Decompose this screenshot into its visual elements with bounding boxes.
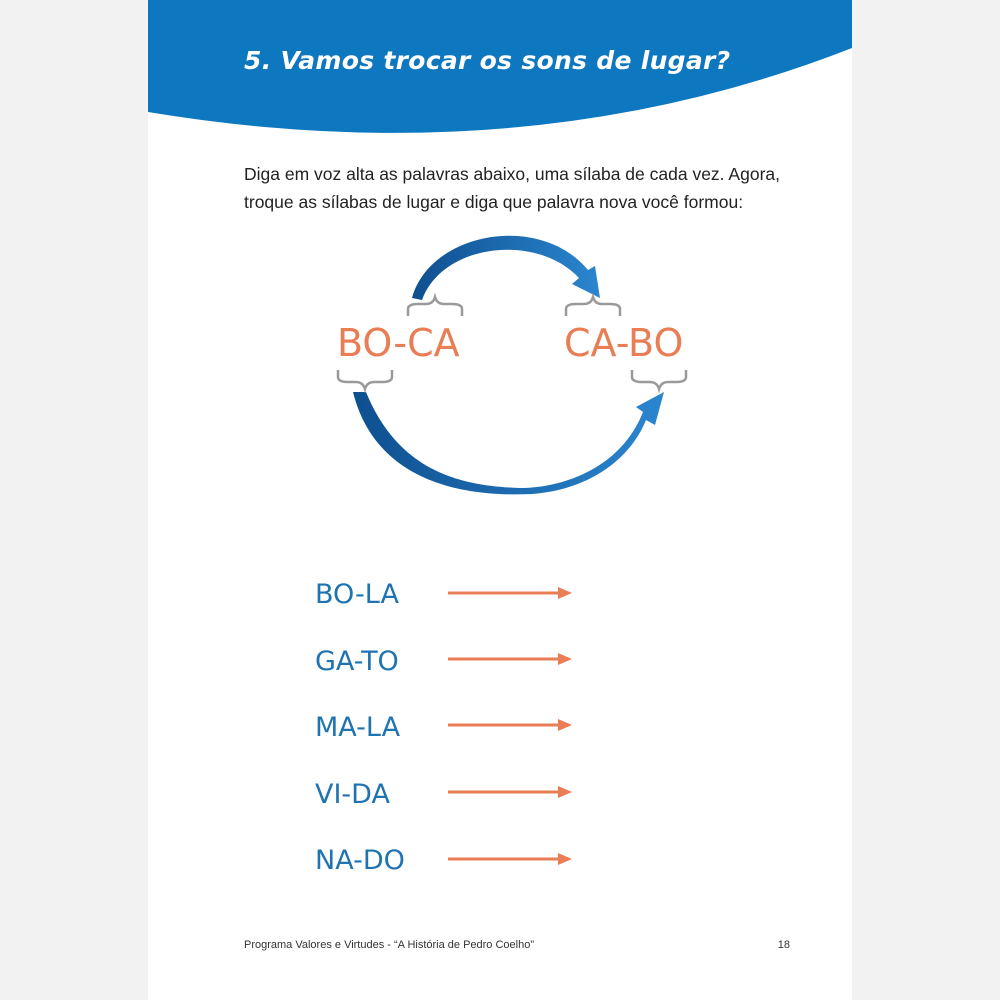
exercise-word: GA-TO [315,646,399,677]
exercise-arrow [448,717,574,733]
brace-top-left [408,297,462,316]
exercise-arrow [448,585,574,601]
document-page [148,0,852,1000]
exercise-word: MA-LA [315,712,401,743]
footer-text: Programa Valores e Virtudes - “A História de Pedro Coelho” [244,939,535,951]
bottom-swap-arrow [353,392,664,494]
instructions-text: Diga em voz alta as palavras abaixo, uma sílaba de cada vez. Agora, troque as sílabas de lugar e diga que palavra nova você formou: [244,164,780,212]
top-swap-arrow [412,236,600,300]
exercise-word: NA-DO [315,845,405,876]
example-original-word: BO-CA [337,321,460,365]
example-swapped-word: CA-BO [564,321,684,365]
exercise-word: VI-DA [315,779,390,810]
exercise-arrow [448,851,574,867]
page-number: 18 [777,939,790,951]
brace-bottom-left [338,370,392,389]
brace-bottom-right [632,370,686,389]
swap-diagram [148,0,852,520]
exercise-arrow [448,784,574,800]
exercise-arrow [448,651,574,667]
brace-top-right [566,297,620,316]
exercise-word: BO-LA [315,579,399,610]
page-title: 5. Vamos trocar os sons de lugar? [244,46,731,75]
